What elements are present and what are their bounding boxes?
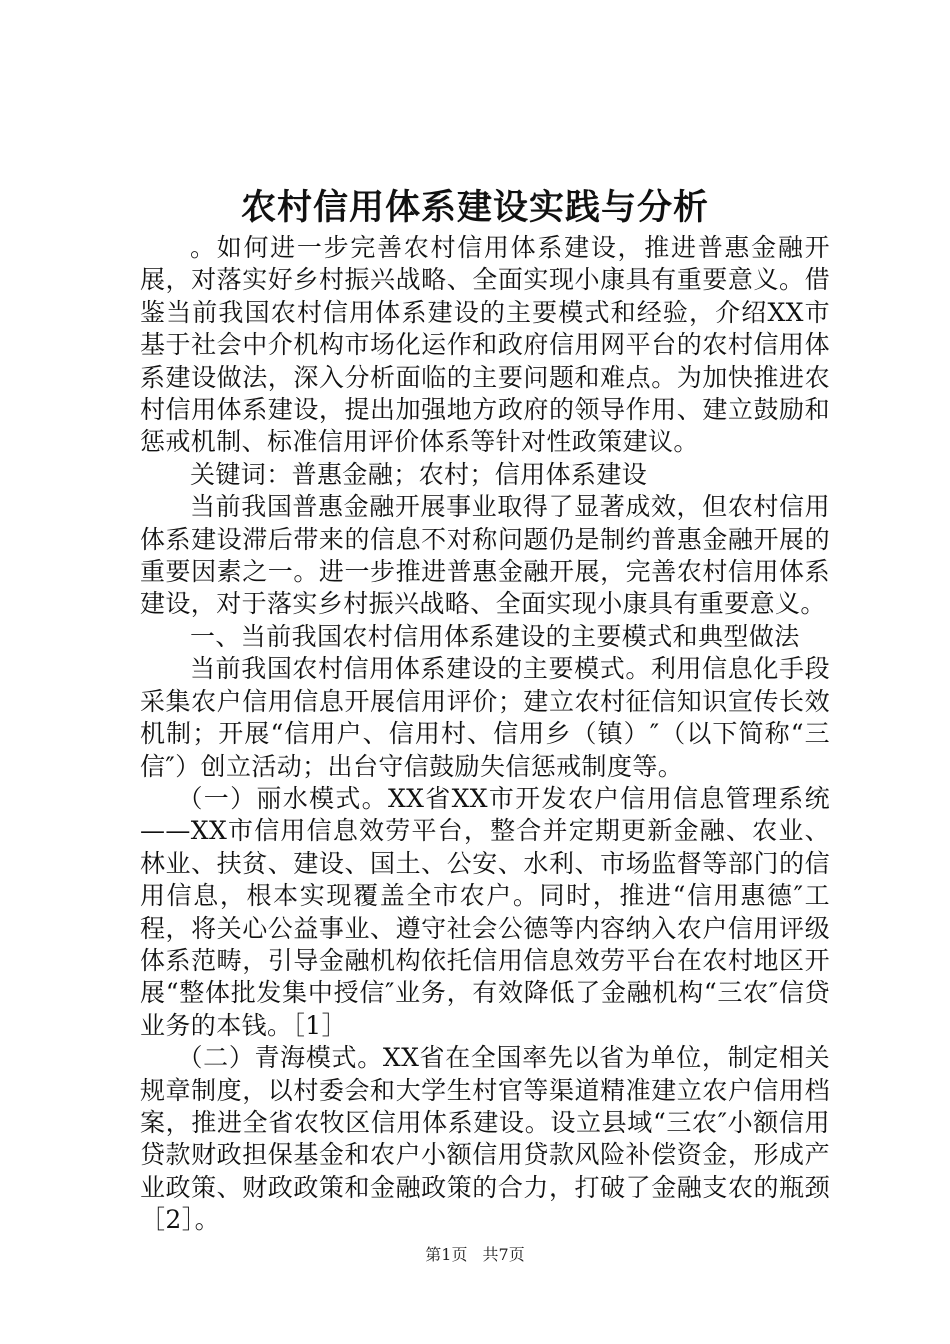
qinghai-model-paragraph: （二）青海模式。XX省在全国率先以省为单位，制定相关规章制度，以村委会和大学生村官等渠道精准建立农户信用档案，推进全省农牧区信用体系建设。设立县域“三农″小额信用贷款财政担保基金和农户小额信用贷款风险补偿资金，形成产业政策、财政政策和金融政策的合力，打破了金融支农的瓶颈［2］。 xyxy=(140,1043,830,1235)
document-title: 农村信用体系建设实践与分析 xyxy=(240,187,709,228)
models-paragraph: 当前我国农村信用体系建设的主要模式。利用信息化手段采集农户信用信息开展信用评价；建立农村征信知识宣传长效机制；开展“信用户、信用村、信用乡（镇）″（以下简称“三信″）创立活动；出台守信鼓励失信惩戒制度等。 xyxy=(140,654,830,781)
section-heading-1: 一、当前我国农村信用体系建设的主要模式和典型做法 xyxy=(190,621,800,651)
lishui-model-paragraph: （一）丽水模式。XX省XX市开发农户信用信息管理系统——XX市信用信息效劳平台，整合并定期更新金融、农业、林业、扶贫、建设、国土、公安、水利、市场监督等部门的信用信息，根本实现覆盖全市农户。同时，推进“信用惠德″工程，将关心公益事业、遵守社会公德等内容纳入农户信用评级体系范畴，引导金融机构依托信用信息效劳平台在农村地区开展“整体批发集中授信″业务，有效降低了金融机构“三农″信贷业务的本钱。［1］ xyxy=(140,783,830,1040)
keywords-paragraph: 关键词：普惠金融；农村；信用体系建设 xyxy=(190,459,648,489)
document-body xyxy=(140,232,830,1237)
page-number: 第1页 xyxy=(425,1245,468,1264)
abstract-paragraph: 。如何进一步完善农村信用体系建设，推进普惠金融开展，对落实好乡村振兴战略、全面实现小康具有重要意义。借鉴当前我国农村信用体系建设的主要模式和经验，介绍XX市基于社会中介机构市场化运作和政府信用网平台的农村信用体系建设做法，深入分析面临的主要问题和难点。为加快推进农村信用体系建设，提出加强地方政府的领导作用、建立鼓励和惩戒机制、标准信用评价体系等针对性政策建议。 xyxy=(140,233,830,457)
page-total: 共7页 xyxy=(482,1245,525,1264)
page-footer xyxy=(0,1244,950,1266)
intro-paragraph: 当前我国普惠金融开展事业取得了显著成效，但农村信用体系建设滞后带来的信息不对称问题仍是制约普惠金融开展的重要因素之一。进一步推进普惠金融开展，完善农村信用体系建设，对于落实乡村振兴战略、全面实现小康具有重要意义。 xyxy=(140,492,830,619)
